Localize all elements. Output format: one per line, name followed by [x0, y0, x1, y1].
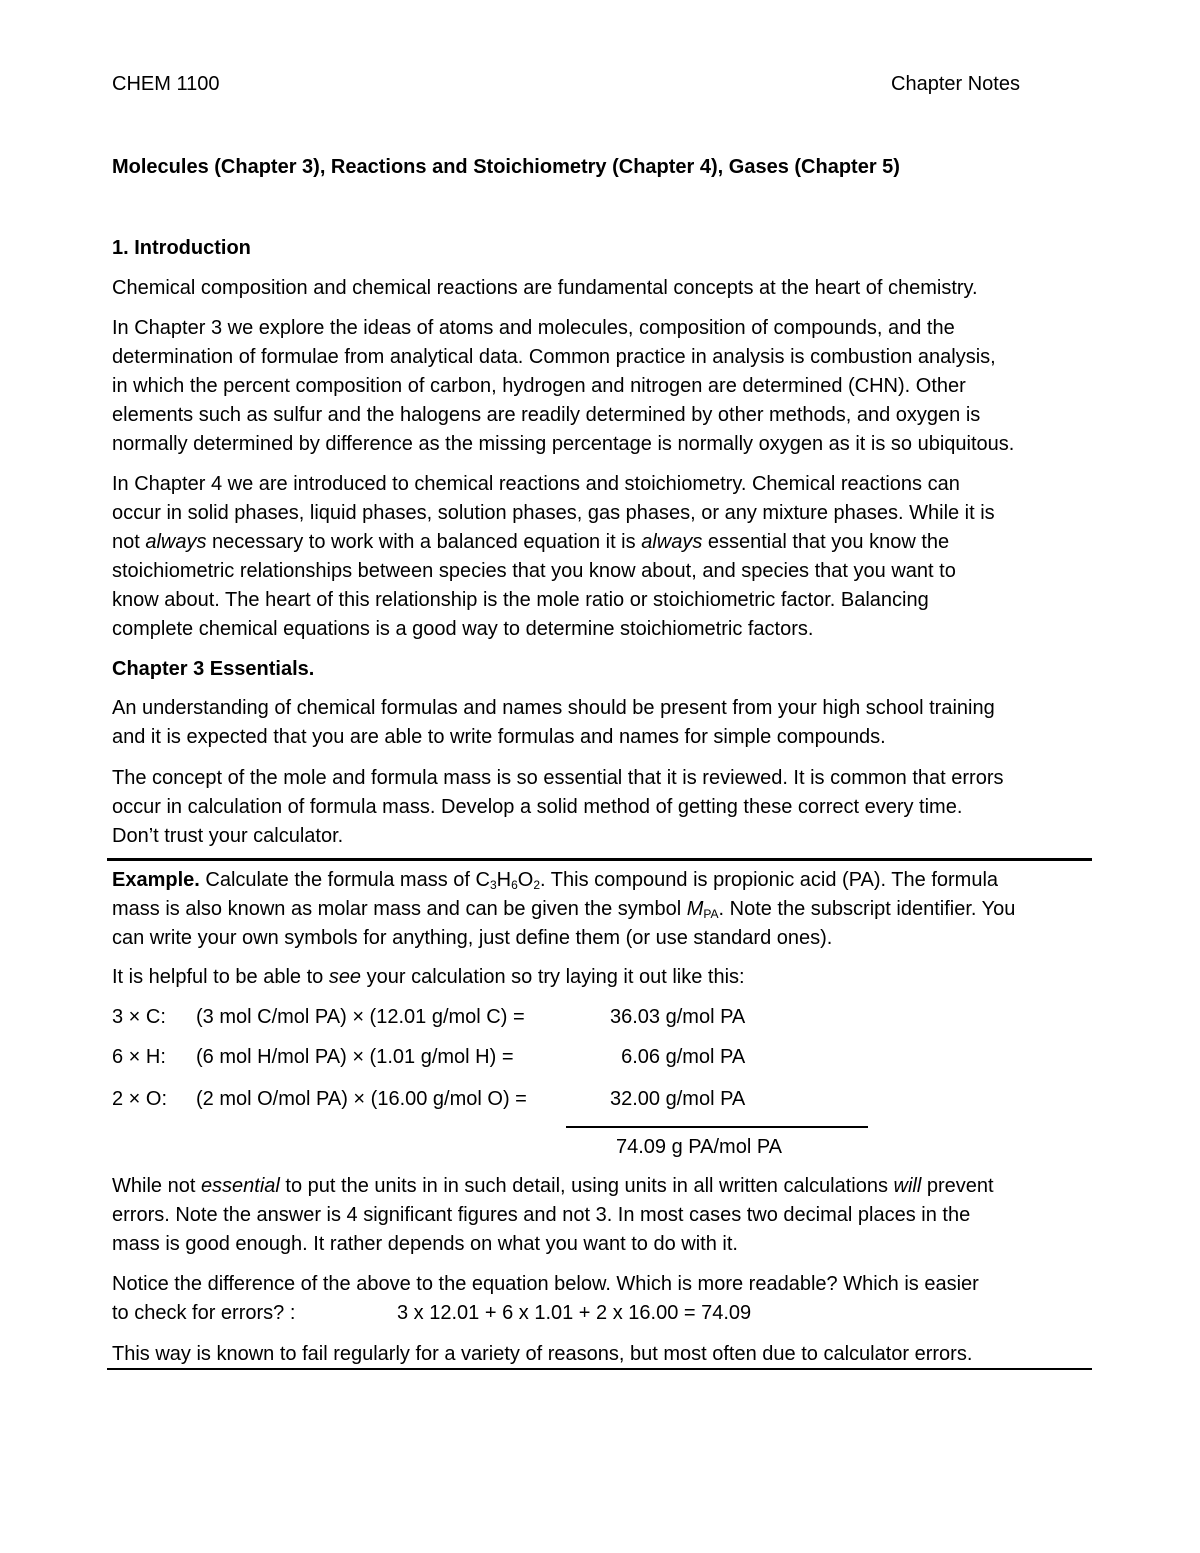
emphasis: always	[145, 531, 207, 553]
paragraph-line: occur in solid phases, liquid phases, solution phases, gas phases, or any mixture phases. While it is	[112, 502, 995, 524]
paragraph-line: mass is good enough. It rather depends on what you want to do with it.	[112, 1233, 738, 1255]
paragraph-line: In Chapter 4 we are introduced to chemical reactions and stoichiometry. Chemical reactions can	[112, 473, 960, 495]
calc-result: 36.03 g/mol PA	[610, 1006, 746, 1028]
paragraph-line: normally determined by difference as the missing percentage is normally oxygen as it is so ubiquitous.	[112, 433, 1015, 455]
paragraph-line: and it is expected that you are able to write formulas and names for simple compounds.	[112, 726, 886, 748]
calc-label: 3 × C:	[112, 1006, 166, 1028]
sum-rule	[566, 1126, 868, 1128]
paragraph-line: mass is also known as molar mass and can be given the symbol $M_{PA}$. Note the subscript identifier. You	[112, 898, 1016, 921]
example-bottom-rule	[107, 1368, 1092, 1370]
essentials-paragraph-2	[112, 764, 1102, 851]
emphasis: essential	[200, 1175, 280, 1197]
closing-sentence: This way is known to fail regularly for a variety of reasons, but most often due to calculator errors.	[112, 1343, 973, 1365]
paragraph-line: to check for errors? : 3 x 12.01 + 6 x 1.01 + 2 x 16.00 = 74.09	[112, 1299, 1102, 1328]
paragraph-line: While not essential to put the units in in such detail, using units in all written calculations will prevent	[112, 1175, 994, 1197]
intro-paragraph-3	[112, 470, 1102, 644]
calc-expression: (3 mol C/mol PA) × (12.01 g/mol C) =	[196, 1006, 525, 1028]
calc-result: 6.06 g/mol PA	[610, 1046, 746, 1068]
molar-mass-symbol: M	[686, 898, 704, 920]
paragraph-line: not always necessary to work with a balanced equation it is always essential that you know the	[112, 531, 950, 553]
paragraph-line: Notice the difference of the above to the equation below. Which is more readable? Which is easier	[112, 1273, 979, 1295]
paragraph-line: Example. Calculate the formula mass of $C_3H_6O_2$. This compound is propionic acid (PA). The formula	[112, 869, 999, 892]
calc-expression: (6 mol H/mol PA) × (1.01 g/mol H) =	[196, 1046, 514, 1068]
paragraph-line: An understanding of chemical formulas and names should be present from your high school training	[112, 697, 995, 719]
section-heading: 1. Introduction	[112, 237, 251, 259]
paragraph-line: Don’t trust your calculator.	[112, 825, 344, 847]
calc-total: 74.09 g PA/mol PA	[616, 1136, 783, 1158]
essentials-paragraph-1	[112, 694, 1102, 752]
layout-instruction: It is helpful to be able to see your calculation so try laying it out like this:	[112, 966, 745, 988]
calc-label: 2 × O:	[112, 1088, 168, 1110]
example-intro	[112, 866, 1102, 953]
paragraph-line: in which the percent composition of carbon, hydrogen and nitrogen are determined (CHN). Other	[112, 375, 966, 397]
course-code: CHEM 1100	[112, 73, 220, 95]
calc-result: 32.00 g/mol PA	[610, 1088, 746, 1110]
intro-paragraph-1: Chemical composition and chemical reactions are fundamental concepts at the heart of chemistry.	[112, 277, 978, 299]
paragraph-line: elements such as sulfur and the halogens are readily determined by other methods, and oxygen is	[112, 404, 981, 426]
paragraph-line: complete chemical equations is a good way to determine stoichiometric factors.	[112, 618, 814, 640]
emphasis: see	[328, 966, 362, 988]
paragraph-line: errors. Note the answer is 4 significant figures and not 3. In most cases two decimal places in the	[112, 1204, 971, 1226]
paragraph-line: can write your own symbols for anything, just define them (or use standard ones).	[112, 927, 833, 949]
paragraph-line: occur in calculation of formula mass. Develop a solid method of getting these correct every time.	[112, 796, 963, 818]
note-paragraph	[112, 1172, 1102, 1259]
paragraph-line: In Chapter 3 we explore the ideas of atoms and molecules, composition of compounds, and the	[112, 317, 955, 339]
paragraph-line: determination of formulae from analytical data. Common practice in analysis is combustion analysis,	[112, 346, 996, 368]
intro-paragraph-2	[112, 314, 1102, 459]
compare-paragraph	[112, 1270, 1102, 1328]
doc-type: Chapter Notes	[891, 73, 1020, 95]
paragraph-line: stoichiometric relationships between species that you know about, and species that you want to	[112, 560, 956, 582]
paragraph-line: know about. The heart of this relationship is the mole ratio or stoichiometric factor. Balancing	[112, 589, 929, 611]
essentials-heading: Chapter 3 Essentials.	[112, 658, 315, 680]
inline-equation: 3 x 12.01 + 6 x 1.01 + 2 x 16.00 = 74.09	[397, 1302, 752, 1324]
calc-expression: (2 mol O/mol PA) × (16.00 g/mol O) =	[196, 1088, 527, 1110]
example-label: Example.	[112, 869, 200, 891]
emphasis: always	[641, 531, 703, 553]
emphasis: will	[893, 1175, 922, 1197]
paragraph-line: The concept of the mole and formula mass is so essential that it is reviewed. It is common that errors	[112, 767, 1004, 789]
example-top-rule	[107, 858, 1092, 861]
calc-label: 6 × H:	[112, 1046, 166, 1068]
document-title: Molecules (Chapter 3), Reactions and Stoichiometry (Chapter 4), Gases (Chapter 5)	[112, 156, 900, 178]
